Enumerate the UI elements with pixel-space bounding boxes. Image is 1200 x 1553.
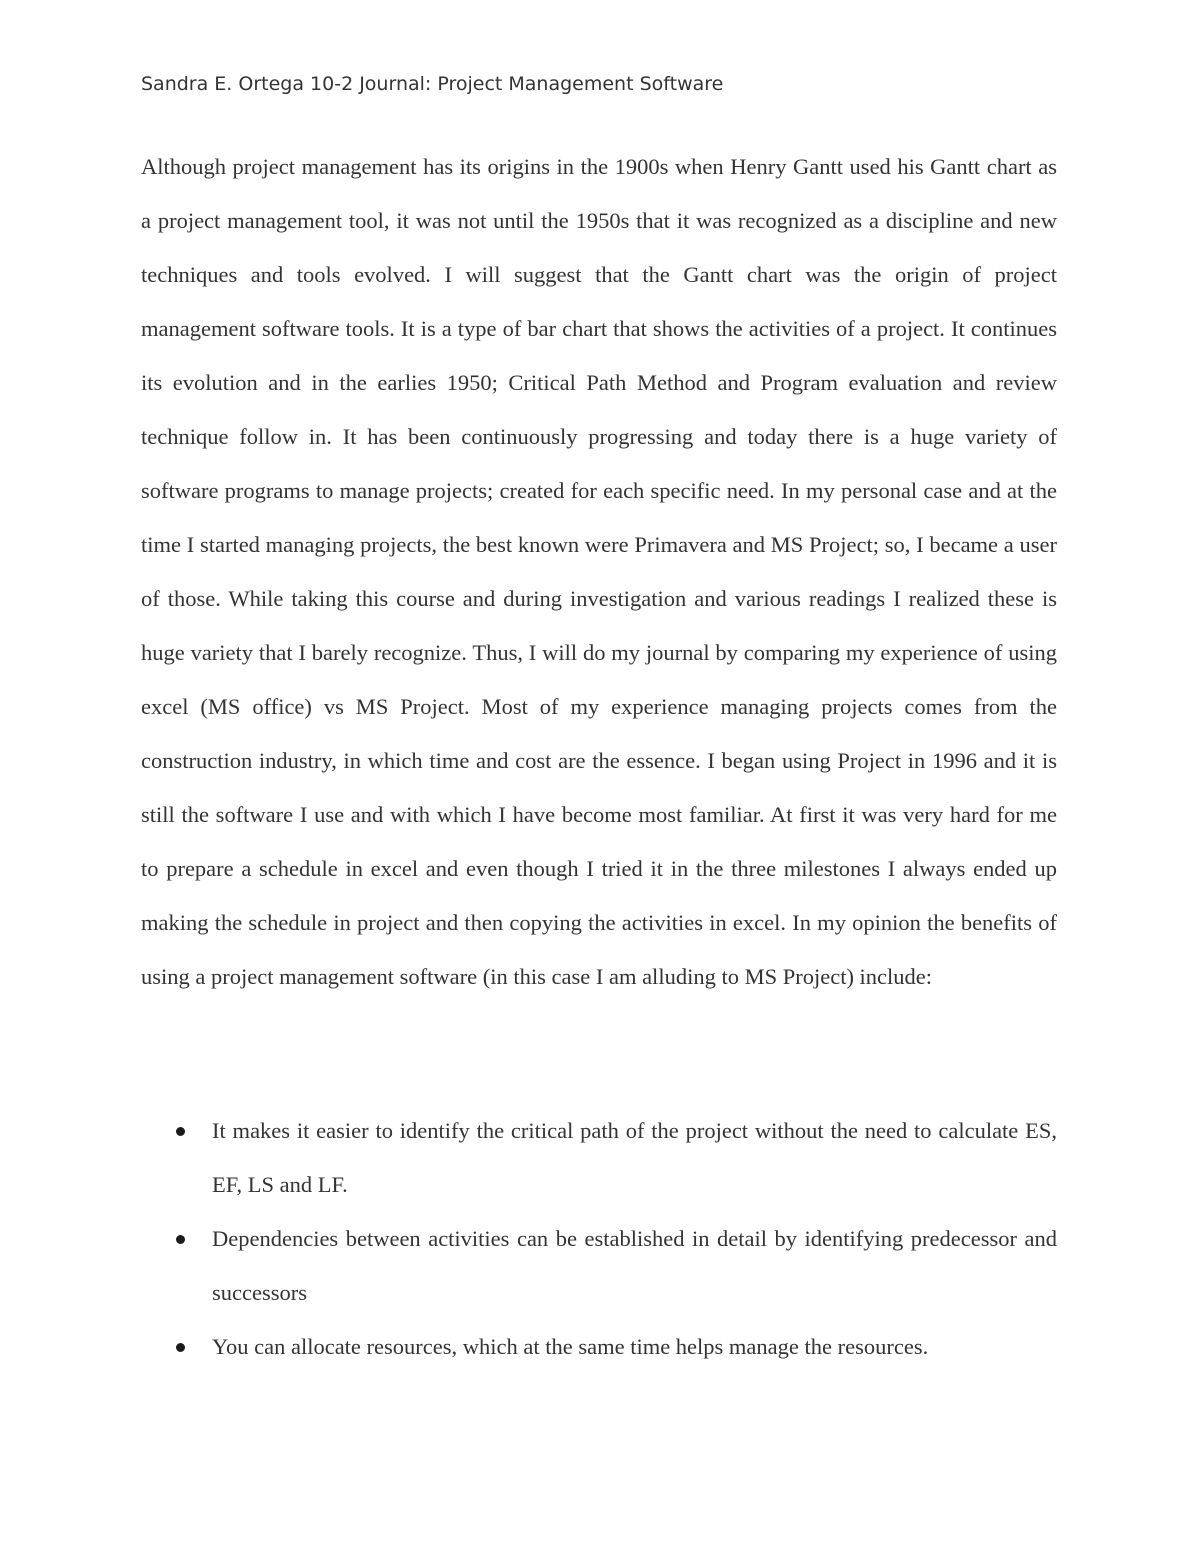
benefits-list — [141, 1104, 1057, 1374]
bullet-icon — [176, 1343, 185, 1352]
document-title: Sandra E. Ortega 10-2 Journal: Project Management Software — [141, 73, 724, 95]
list-item-text: You can allocate resources, which at the same time helps manage the resources. — [212, 1334, 929, 1359]
bullet-icon — [176, 1235, 185, 1244]
body-paragraph: Although project management has its origins in the 1900s when Henry Gantt used his Gantt chart as a project management tool, it was not until the 1950s that it was recognized as a discipline and new techniques and tools evolved. I will suggest that the Gantt chart was the origin of project management software tools. It is a type of bar chart that shows the activities of a project. It continues its evolution and in the earlies 1950; Critical Path Method and Program evaluation and review technique follow in. It has been continuously progressing and today there is a huge variety of software programs to manage projects; created for each specific need. In my personal case and at the time I started managing projects, the best known were Primavera and MS Project; so, I became a user of those. While taking this course and during investigation and various readings I realized these is huge variety that I barely recognize. Thus, I will do my journal by comparing my experience of using excel (MS office) vs MS Project. Most of my experience managing projects comes from the construction industry, in which time and cost are the essence. I began using Project in 1996 and it is still the software I use and with which I have become most familiar. At first it was very hard for me to prepare a schedule in excel and even though I tried it in the three milestones I always ended up making the schedule in project and then copying the activities in excel. In my opinion the benefits of using a project management software (in this case I am alluding to MS Project) include: — [141, 154, 1057, 989]
list-item — [141, 1212, 1057, 1320]
list-item — [141, 1320, 1057, 1374]
list-item — [141, 1104, 1057, 1212]
list-item-text: Dependencies between activities can be established in detail by identifying predecessor and successors — [212, 1226, 1057, 1305]
bullet-icon — [176, 1127, 185, 1136]
list-item-text: It makes it easier to identify the critical path of the project without the need to calculate ES, EF, LS and LF. — [212, 1118, 1057, 1197]
